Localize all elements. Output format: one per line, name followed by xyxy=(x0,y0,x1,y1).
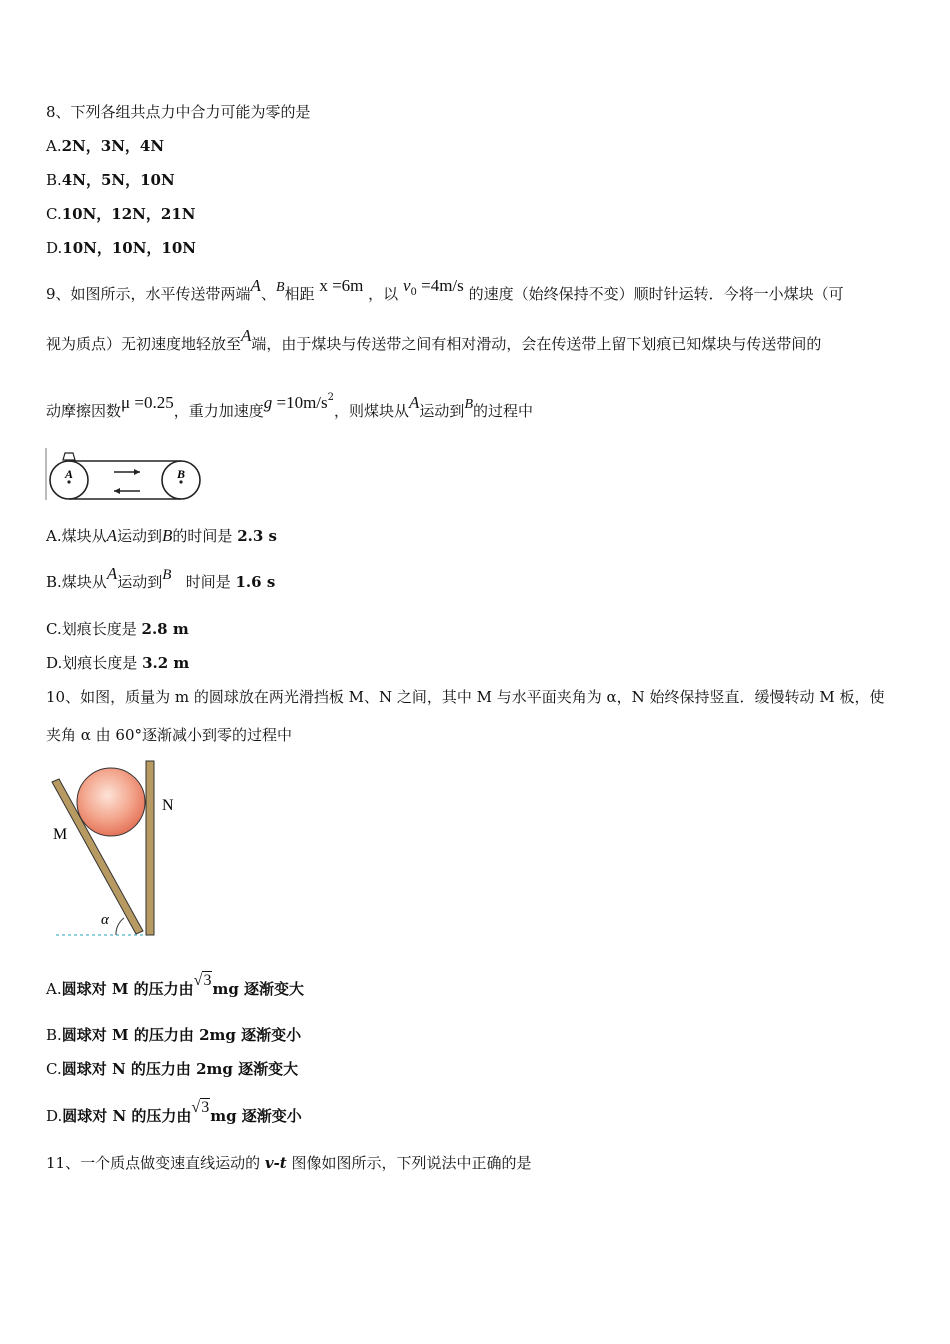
q10-option-b: B.圆球对 M 的压力由 2mg 逐渐变小 xyxy=(46,1026,302,1044)
fig-label-m: M xyxy=(53,826,68,843)
q11-stem: 11、一个质点做变速直线运动的 v-t 图像如图所示，下列说法中正确的是 xyxy=(46,1154,532,1172)
arrow-right-icon xyxy=(134,469,140,475)
fig-label-a: A xyxy=(65,467,74,481)
q10-option-d: D.圆球对 N 的压力由√3mg 逐渐变小 xyxy=(46,1099,302,1125)
ball-between-boards-figure xyxy=(44,755,194,945)
q9-stem-line2: 视为质点）无初速度地轻放至A端，由于煤块与传送带之间有相对滑动，会在传送带上留下划痕已知煤块与传送带间的 xyxy=(46,326,822,353)
q8-option-d: D.10N，10N，10N xyxy=(46,239,197,257)
fig-label-alpha: α xyxy=(101,912,109,928)
board-n xyxy=(146,761,154,935)
q9-option-b: B.煤块从A运动到B 时间是 1.6 s xyxy=(46,564,276,591)
sqrt-symbol: √3 xyxy=(191,1099,210,1116)
q9-option-d: D.划痕长度是 3.2 m xyxy=(46,654,190,672)
sqrt-symbol: √3 xyxy=(193,972,212,989)
q8-stem: 8、下列各组共点力中合力可能为零的是 xyxy=(46,103,311,121)
ball xyxy=(77,768,145,836)
q8-option-c: C.10N，12N，21N xyxy=(46,205,196,223)
arrow-left-icon xyxy=(114,488,120,494)
q10-stem-line1: 10、如图，质量为 m 的圆球放在两光滑挡板 M、N 之间，其中 M 与水平面夹角为 α，N 始终保持竖直．缓慢转动 M 板，使 xyxy=(46,688,885,706)
q9-stem-line3: 动摩擦因数μ =0.25，重力加速度$g =10m/s^2$，则煤块从A运动到B的过程中 xyxy=(46,392,534,420)
fig-label-n: N xyxy=(162,797,174,814)
conveyor-belt-figure xyxy=(44,446,206,502)
q9-option-a: A.煤块从A运动到B的时间是 2.3 s xyxy=(46,526,277,545)
q10-option-c: C.圆球对 N 的压力由 2mg 逐渐变大 xyxy=(46,1060,299,1078)
q9-stem-line1: 9、如图所示，水平传送带两端A、B相距 x =6m ，以 $v_0 =4m/s$ 的速度（始终保持不变）顺时针运转．今将一小煤块（可 xyxy=(46,276,844,303)
coal-block xyxy=(63,453,75,460)
q8-option-b: B.4N，5N，10N xyxy=(46,171,175,189)
fig-label-b: B xyxy=(177,467,186,481)
q8-option-a: A.2N，3N，4N xyxy=(46,137,165,155)
q10-stem-line2: 夹角 α 由 60°逐渐减小到零的过程中 xyxy=(46,726,293,744)
q9-option-c: C.划痕长度是 2.8 m xyxy=(46,620,189,638)
q10-option-a: A.圆球对 M 的压力由√3mg 逐渐变大 xyxy=(46,972,305,998)
